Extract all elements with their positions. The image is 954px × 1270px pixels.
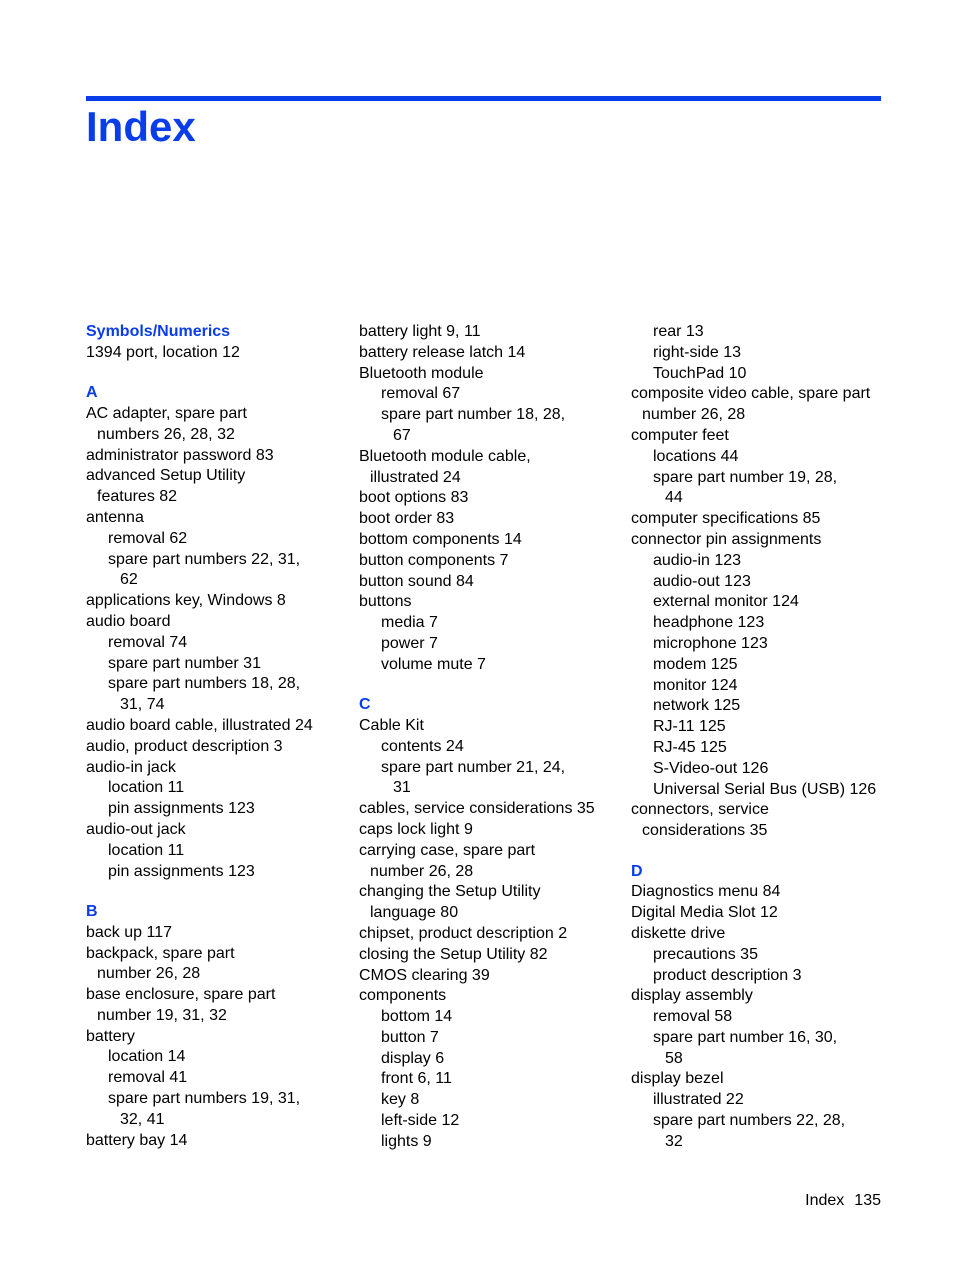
index-entry: battery light 9, 11	[359, 323, 481, 340]
index-entry: computer feet	[631, 426, 729, 444]
index-entry: base enclosure, spare part	[86, 986, 276, 1004]
index-continuation: number 19, 31, 32	[97, 1006, 227, 1024]
index-continuation: considerations 35	[642, 822, 768, 840]
index-entry: back up 117	[86, 923, 172, 941]
index-entry: backpack, spare part	[86, 944, 235, 962]
index-continuation: features 82	[97, 488, 178, 506]
index-subentry: removal 62	[108, 529, 188, 547]
index-subentry: network 125	[653, 697, 741, 715]
index-entry: applications key, Windows 8	[86, 592, 286, 610]
index-subentry: spare part number 31	[108, 654, 261, 672]
index-entry: computer specifications 85	[631, 510, 821, 528]
section-gap	[86, 882, 346, 902]
index-continuation: 32, 41	[120, 1110, 165, 1128]
index-subentry: RJ-11 125	[653, 718, 726, 736]
index-entry: advanced Setup Utility	[86, 467, 246, 485]
index-column-3	[631, 322, 891, 1153]
index-subentry: spare part number 16, 30,	[653, 1028, 838, 1046]
index-entry: audio-out jack	[86, 820, 186, 838]
index-entry: boot options 83	[359, 489, 469, 507]
page-title: Index	[86, 103, 196, 150]
index-subentry: removal 58	[653, 1008, 733, 1026]
index-entry: Diagnostics menu 84	[631, 883, 781, 901]
index-entry: battery	[86, 1027, 135, 1045]
index-subentry: Universal Serial Bus (USB) 126	[653, 780, 877, 798]
index-entry: bottom components 14	[359, 530, 522, 548]
index-entry: display assembly	[631, 987, 753, 1005]
index-entry: AC adapter, spare part	[86, 404, 247, 422]
index-continuation: language 80	[370, 904, 459, 922]
index-subentry: left-side 12	[381, 1112, 460, 1130]
index-subentry: S-Video-out 126	[653, 759, 769, 777]
index-continuation: 67	[393, 426, 411, 444]
index-continuation: 62	[120, 571, 138, 589]
index-entry: CMOS clearing 39	[359, 966, 490, 984]
index-subentry: pin assignments 123	[108, 862, 255, 880]
index-entry: antenna	[86, 508, 144, 526]
index-entry: cables, service considerations 35	[359, 800, 595, 818]
index-entry: Digital Media Slot 12	[631, 904, 778, 922]
index-entry: connector pin assignments	[631, 530, 822, 548]
index-entry: audio board	[86, 612, 171, 630]
index-subentry: TouchPad 10	[653, 364, 747, 382]
section-heading: Symbols/Numerics	[86, 323, 231, 340]
index-continuation: 31, 74	[120, 696, 165, 714]
index-entry: composite video cable, spare part	[631, 385, 871, 403]
index-continuation: 44	[665, 489, 683, 507]
index-entry: buttons	[359, 593, 412, 611]
index-entry: chipset, product description 2	[359, 924, 568, 942]
section-gap	[631, 842, 891, 862]
index-subentry: RJ-45 125	[653, 738, 727, 756]
index-subentry: audio-in 123	[653, 551, 742, 569]
index-subentry: spare part number 19, 28,	[653, 468, 838, 486]
index-subentry: product description 3	[653, 966, 802, 984]
index-subentry: right-side 13	[653, 343, 742, 361]
index-entry: boot order 83	[359, 510, 455, 528]
index-subentry: microphone 123	[653, 634, 768, 652]
section-gap	[359, 676, 619, 696]
index-subentry: power 7	[381, 634, 438, 652]
index-continuation: illustrated 24	[370, 468, 461, 486]
index-subentry: external monitor 124	[653, 593, 799, 611]
index-entry: diskette drive	[631, 924, 726, 942]
index-entry: audio, product description 3	[86, 737, 283, 755]
index-subentry: spare part number 18, 28,	[381, 406, 566, 424]
index-subentry: location 14	[108, 1048, 186, 1066]
index-subentry: spare part number 21, 24,	[381, 758, 566, 776]
index-entry: battery release latch 14	[359, 343, 526, 361]
index-subentry: key 8	[381, 1091, 420, 1109]
index-entry: administrator password 83	[86, 446, 274, 464]
index-continuation: 31	[393, 779, 411, 797]
index-entry: display bezel	[631, 1070, 724, 1088]
index-entry: closing the Setup Utility 82	[359, 945, 548, 963]
section-heading: C	[359, 696, 371, 714]
index-subentry: locations 44	[653, 447, 739, 465]
footer-label: Index	[805, 1192, 845, 1209]
index-subentry: rear 13	[653, 323, 704, 340]
index-subentry: button 7	[381, 1028, 439, 1046]
index-subentry: location 11	[108, 779, 185, 797]
index-subentry: spare part numbers 22, 28,	[653, 1112, 846, 1130]
index-continuation: number 26, 28	[97, 965, 201, 983]
header-rule	[86, 96, 881, 101]
index-entry: components	[359, 987, 447, 1005]
index-subentry: volume mute 7	[381, 655, 486, 673]
section-heading: B	[86, 902, 98, 920]
index-subentry: lights 9	[381, 1132, 432, 1150]
index-subentry: front 6, 11	[381, 1070, 452, 1088]
index-subentry: spare part numbers 22, 31,	[108, 550, 301, 568]
page-number: 135	[854, 1192, 881, 1209]
index-entry: changing the Setup Utility	[359, 883, 541, 901]
index-subentry: display 6	[381, 1049, 445, 1067]
index-subentry: location 11	[108, 841, 185, 859]
index-entry: audio board cable, illustrated 24	[86, 716, 313, 734]
index-entry: Bluetooth module cable,	[359, 447, 531, 465]
index-subentry: modem 125	[653, 655, 738, 673]
section-heading: A	[86, 384, 98, 402]
index-continuation: numbers 26, 28, 32	[97, 425, 235, 443]
index-entry: carrying case, spare part	[359, 841, 536, 859]
index-subentry: removal 67	[381, 385, 461, 403]
index-entry: 1394 port, location 12	[86, 343, 240, 361]
index-subentry: headphone 123	[653, 614, 765, 632]
index-subentry: pin assignments 123	[108, 800, 255, 818]
index-subentry: spare part numbers 18, 28,	[108, 675, 301, 693]
index-subentry: monitor 124	[653, 676, 738, 694]
index-continuation: 58	[665, 1049, 683, 1067]
index-entry: button sound 84	[359, 572, 474, 590]
index-entry: Cable Kit	[359, 716, 424, 734]
section-heading: D	[631, 862, 643, 880]
index-entry: battery bay 14	[86, 1131, 188, 1149]
index-entry: button components 7	[359, 551, 509, 569]
index-subentry: removal 74	[108, 633, 188, 651]
index-continuation: number 26, 28	[370, 862, 474, 880]
index-subentry: audio-out 123	[653, 572, 751, 590]
index-subentry: spare part numbers 19, 31,	[108, 1090, 301, 1108]
index-continuation: number 26, 28	[642, 406, 746, 424]
index-subentry: media 7	[381, 614, 438, 632]
page-footer	[805, 1192, 881, 1210]
index-continuation: 32	[665, 1132, 683, 1150]
index-entry: Bluetooth module	[359, 364, 484, 382]
index-column-1	[86, 322, 346, 1151]
index-subentry: contents 24	[381, 737, 464, 755]
index-subentry: precautions 35	[653, 945, 758, 963]
index-subentry: bottom 14	[381, 1008, 453, 1026]
index-column-2	[359, 322, 619, 1153]
index-entry: caps lock light 9	[359, 820, 473, 838]
index-entry: connectors, service	[631, 801, 769, 819]
index-subentry: illustrated 22	[653, 1091, 744, 1109]
index-subentry: removal 41	[108, 1069, 188, 1087]
index-entry: audio-in jack	[86, 758, 176, 776]
section-gap	[86, 364, 346, 384]
